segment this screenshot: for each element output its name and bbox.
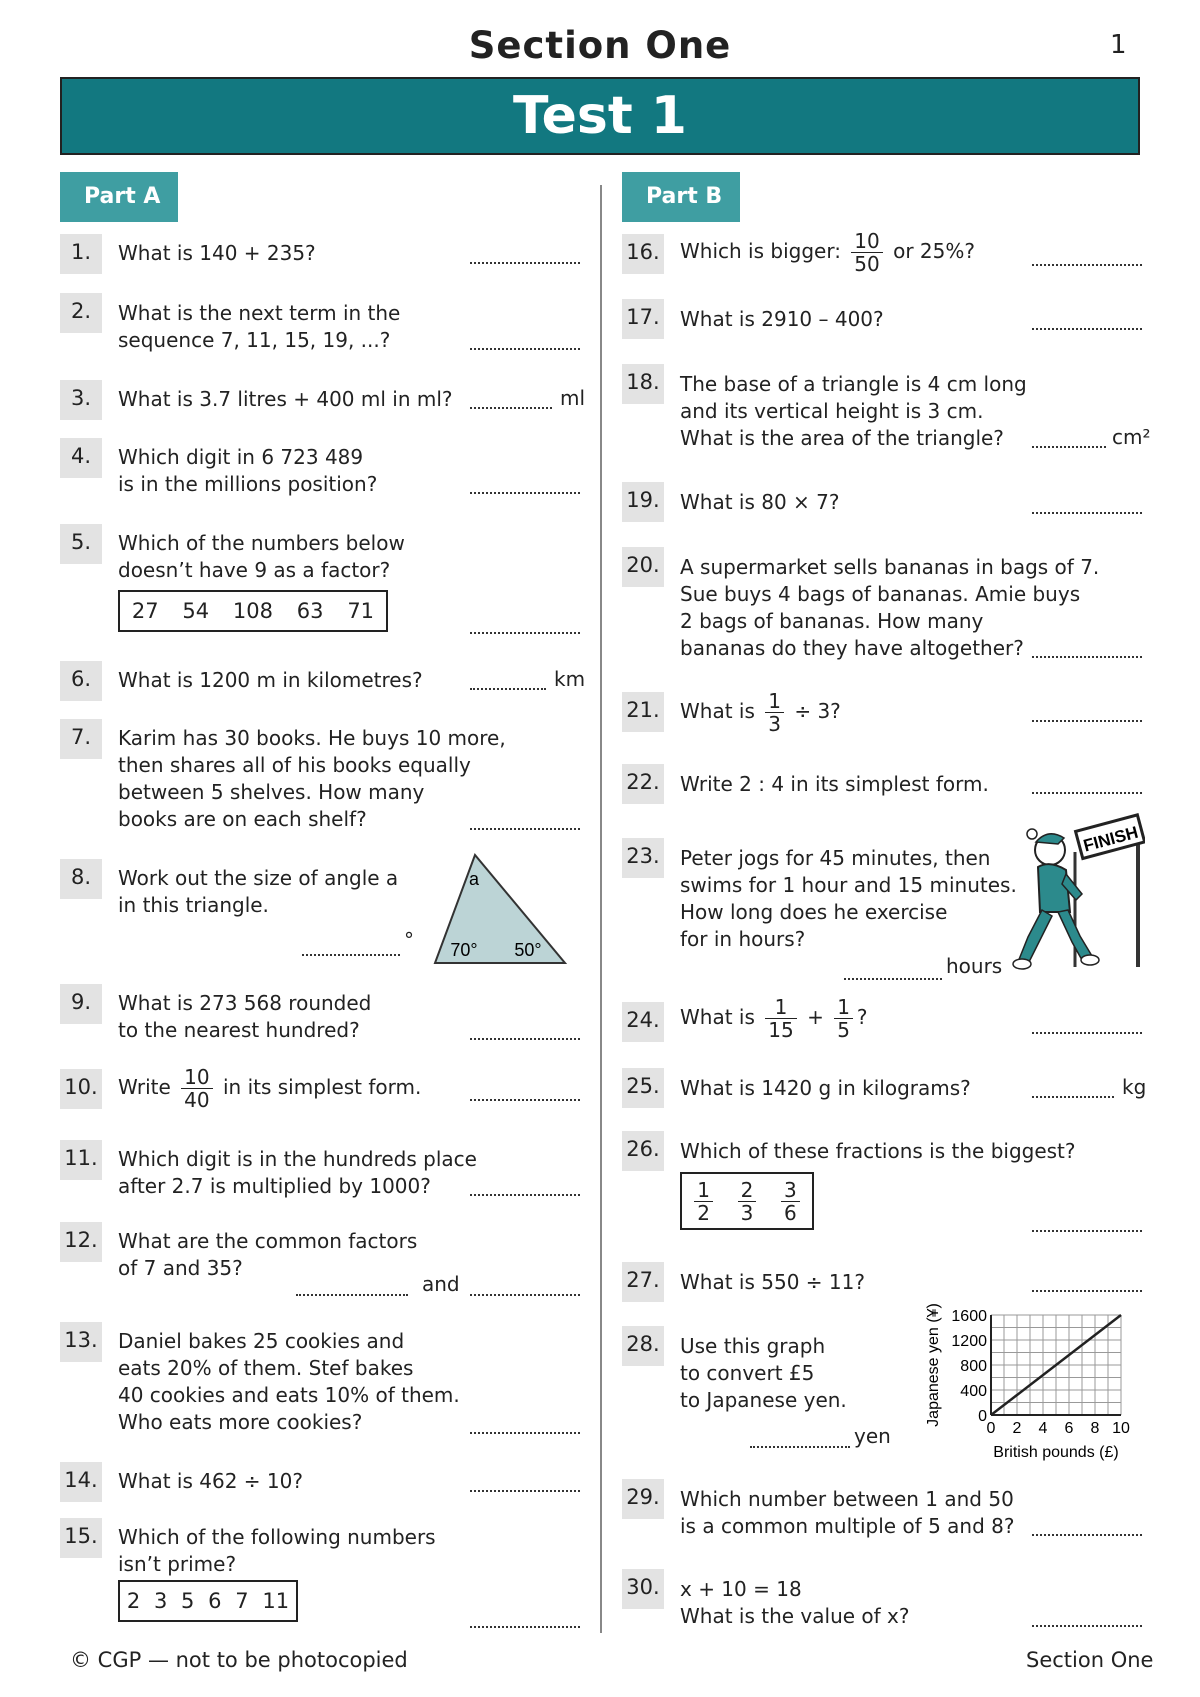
x-tick-labels [987,1420,1130,1437]
answer-line[interactable] [470,630,580,634]
answer-unit: cm² [1112,425,1151,449]
angle-70-label: 70° [450,940,478,960]
number-options-box [118,1580,298,1622]
question-number: 6. [60,661,102,701]
question-text: Which is bigger: $\frac{10}{50}$ or 25%? [680,229,975,276]
question-number: 3. [60,380,102,420]
part-b-tab: Part B [622,172,740,222]
question-text: What is 140 + 235? [118,241,316,265]
option-value: 6 [208,1589,222,1613]
answer-line[interactable] [1032,510,1142,514]
question-text: Daniel bakes 25 cookies and eats 20% of them. Stef bakes 40 cookies and eats 10% of them. Who eats more cookies? [118,1329,460,1434]
fraction: $\frac{10}{50}$ [851,230,882,275]
x-tick-label: 6 [1064,1420,1074,1437]
x-tick-label: 4 [1038,1420,1048,1437]
option-value: 63 [296,599,324,623]
question-number: 10. [60,1069,102,1109]
y-tick-label: 800 [960,1358,987,1375]
question-number: 22. [622,764,664,804]
conversion-graph [916,1300,1146,1480]
triangle-diagram [430,850,570,970]
question-text: What is $\frac{1}{3}$ ÷ 3? [680,689,841,736]
option-value: 108 [232,599,274,623]
answer-line[interactable] [1032,1532,1142,1536]
option-value: 54 [182,599,210,623]
x-axis-label: British pounds (£) [993,1444,1119,1461]
question-text: What is 273 568 rounded to the nearest hundred? [118,991,372,1042]
answer-line[interactable] [1032,1288,1142,1292]
question-text: Which digit in 6 723 489 is in the millions position? [118,445,378,496]
question-number: 29. [622,1479,664,1519]
answer-line[interactable] [1032,654,1142,658]
question-text: A supermarket sells bananas in bags of 7. Sue buys 4 bags of bananas. Amie buys 2 bags of bananas. How many bananas do they have altogether? [680,555,1100,660]
answer-line[interactable] [1032,1030,1142,1034]
x-tick-label: 2 [1012,1420,1022,1437]
answer-line[interactable] [470,1624,580,1628]
question-text: What is 462 ÷ 10? [118,1469,303,1493]
question-number: 18. [622,364,664,404]
answer-line[interactable] [296,1292,408,1296]
answer-line[interactable] [470,1488,580,1492]
option-value: 5 [181,1589,195,1613]
answer-line[interactable] [470,1430,580,1434]
question-number: 5. [60,524,102,564]
number-options-box [118,590,388,632]
y-axis-label: Japanese yen (¥) [925,1303,942,1427]
part-a-tab: Part A [60,172,178,222]
answer-unit: km [554,667,586,691]
question-number: 12. [60,1222,102,1262]
answer-line[interactable] [470,1097,580,1101]
fraction-option: $\frac{2}{3}$ [738,1179,757,1224]
question-number: 17. [622,299,664,339]
question-number: 20. [622,547,664,587]
section-title: Section One [468,24,732,67]
option-value: 3 [153,1589,168,1613]
answer-line[interactable] [470,490,580,494]
question-number: 23. [622,838,664,878]
question-text: Write 2 : 4 in its simplest form. [680,772,989,796]
question-text: What is 2910 – 400? [680,307,884,331]
answer-line[interactable] [470,1036,580,1040]
copyright-footer: © CGP — not to be photocopied [70,1648,408,1672]
finish-sign-text: FINISH [1081,822,1141,856]
y-tick-label: 1200 [951,1333,987,1350]
answer-line[interactable] [470,346,580,350]
answer-line[interactable] [1032,1228,1142,1232]
page-number: 1 [1110,30,1127,60]
answer-line[interactable] [844,976,942,980]
answer-line[interactable] [1032,1623,1142,1627]
option-value: 7 [235,1589,249,1613]
answer-line[interactable] [1032,718,1142,722]
question-number: 15. [60,1518,102,1558]
question-number: 30. [622,1569,664,1609]
question-number: 11. [60,1140,102,1180]
column-divider [600,185,602,1633]
answer-line[interactable] [1032,444,1106,448]
fraction: $\frac{1}{3}$ [765,690,784,735]
question-number: 7. [60,719,102,759]
question-text: Which of the numbers below doesn’t have 9 as a factor? [118,531,405,582]
answer-line[interactable] [302,952,400,956]
angle-a-label: a [468,869,480,889]
x-tick-label: 10 [1112,1420,1130,1437]
question-text: What is 1200 m in kilometres? [118,668,423,692]
question-number: 9. [60,984,102,1024]
question-number: 24. [622,1002,664,1042]
fraction: $\frac{10}{40}$ [181,1066,212,1111]
option-value: 2 [126,1589,141,1613]
y-tick-label: 0 [978,1408,987,1425]
x-tick-label: 0 [986,1420,996,1437]
answer-line[interactable] [470,826,580,830]
answer-unit: hours [946,954,1003,978]
question-text: What is 80 × 7? [680,490,840,514]
question-number: 1. [60,234,102,274]
option-value: 11 [262,1589,290,1613]
question-text: Peter jogs for 45 minutes, then swims for 1 hour and 15 minutes. How long does he exercise for in hours? [680,846,1017,951]
question-text: Use this graph to convert £5 to Japanese yen. [680,1334,847,1412]
question-text: What are the common factors of 7 and 35? [118,1229,418,1280]
answer-unit: ml [560,386,586,410]
section-footer: Section One [1026,1648,1154,1672]
question-text: What is 550 ÷ 11? [680,1270,865,1294]
question-text: x + 10 = 18 What is the value of x? [680,1577,910,1628]
question-number: 19. [622,482,664,522]
test-title-banner: Test 1 [60,77,1140,155]
question-text: What is 1420 g in kilograms? [680,1076,971,1100]
answer-line[interactable] [750,1444,850,1448]
fraction-option: $\frac{1}{2}$ [694,1179,713,1224]
option-value: 71 [347,599,375,623]
question-text: Write $\frac{10}{40}$ in its simplest form. [118,1065,422,1112]
question-number: 27. [622,1262,664,1302]
question-text: Which of these fractions is the biggest? [680,1139,1076,1163]
y-tick-label: 1600 [951,1308,987,1325]
option-value: 27 [131,599,159,623]
answer-line[interactable] [1032,326,1142,330]
answer-unit: kg [1122,1075,1147,1099]
y-tick-label: 400 [960,1383,987,1400]
question-text: Which number between 1 and 50 is a common multiple of 5 and 8? [680,1487,1015,1538]
x-tick-label: 8 [1090,1420,1100,1437]
and-label: and [422,1272,460,1296]
question-number: 4. [60,438,102,478]
question-number: 2. [60,293,102,333]
question-text: The base of a triangle is 4 cm long and its vertical height is 3 cm. What is the area of the triangle? [680,372,1027,450]
question-text: What is the next term in the sequence 7, 11, 15, 19, ...? [118,301,401,352]
question-number: 13. [60,1322,102,1362]
question-text: What is $\frac{1}{15}$ + $\frac{1}{5}$ ? [680,995,868,1042]
answer-line[interactable] [470,405,552,409]
answer-line[interactable] [470,1192,580,1196]
question-text: Which of the following numbers isn’t prime? [118,1525,436,1576]
fraction-option: $\frac{3}{6}$ [781,1179,800,1224]
runner-finish-illustration [1010,812,1145,972]
question-number: 25. [622,1068,664,1108]
question-number: 16. [622,234,664,274]
question-number: 14. [60,1462,102,1502]
question-text: Which digit is in the hundreds place after 2.7 is multiplied by 1000? [118,1147,477,1198]
fraction: $\frac{1}{15}$ [765,996,796,1041]
answer-line[interactable] [1032,262,1142,266]
question-text: Work out the size of angle a in this triangle. [118,866,399,917]
answer-line[interactable] [470,260,580,264]
question-number: 26. [622,1131,664,1171]
answer-line[interactable] [470,686,546,690]
answer-line[interactable] [470,1292,580,1296]
answer-line[interactable] [1032,790,1142,794]
angle-50-label: 50° [514,940,542,960]
question-text: Karim has 30 books. He buys 10 more, then shares all of his books equally between 5 shelves. How many books are on each shelf? [118,726,506,831]
question-number: 8. [60,859,102,899]
answer-line[interactable] [1032,1094,1114,1098]
question-number: 28. [622,1326,664,1366]
fraction: $\frac{1}{5}$ [834,996,853,1041]
fraction-options-box [680,1172,814,1230]
answer-unit: ° [404,928,414,952]
y-tick-labels [951,1308,987,1425]
question-number: 21. [622,692,664,732]
question-text: What is 3.7 litres + 400 ml in ml? [118,387,453,411]
answer-unit: yen [854,1424,891,1448]
